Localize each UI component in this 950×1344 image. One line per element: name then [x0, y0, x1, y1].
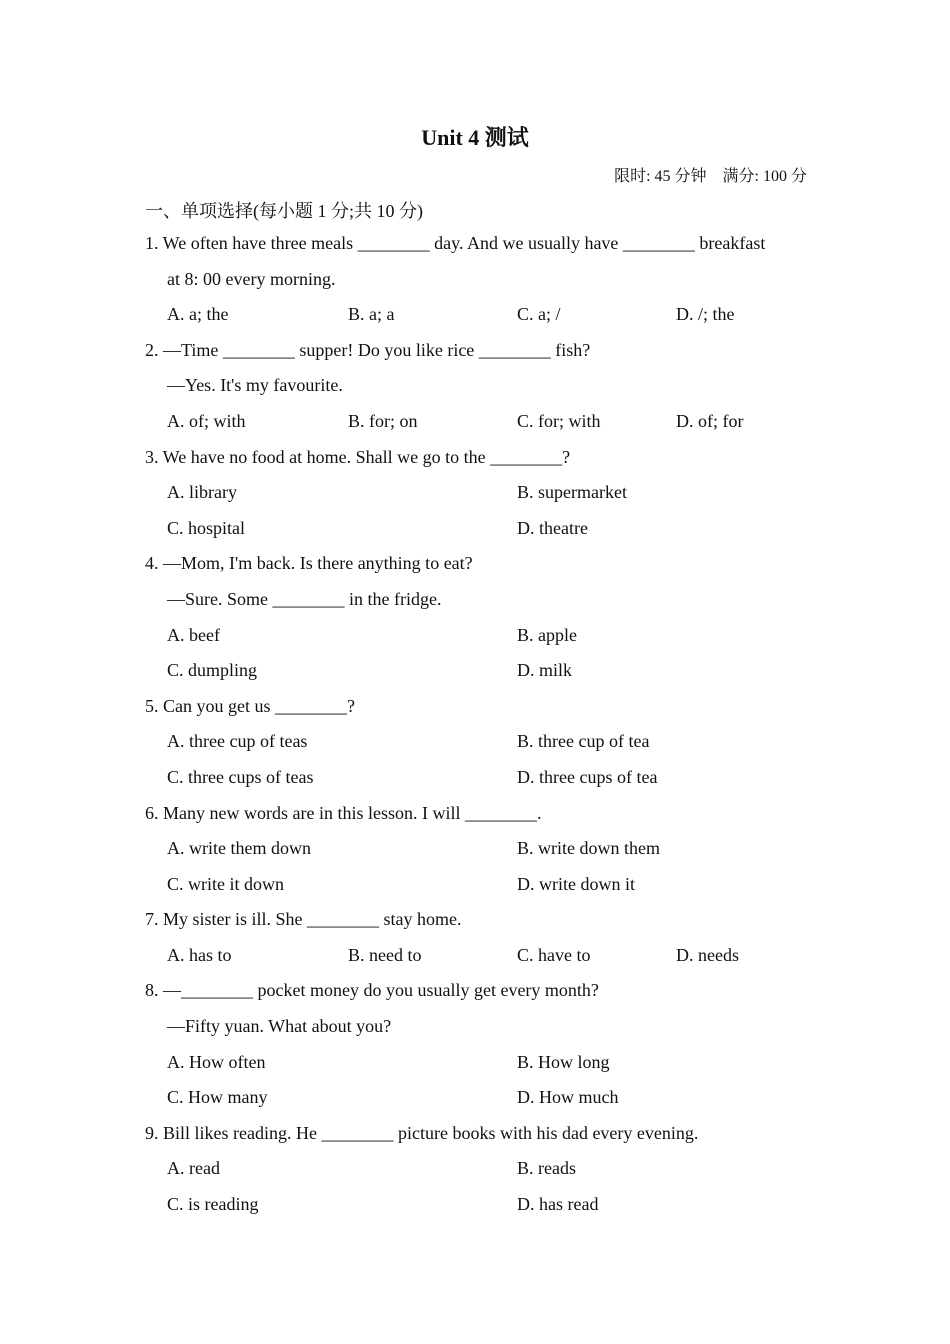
question-5 [145, 689, 810, 796]
option-b[interactable]: B. apple [517, 624, 577, 645]
option-d[interactable]: D. theatre [517, 517, 588, 538]
question-3 [145, 440, 810, 547]
question-list [145, 226, 810, 1223]
question-stem: 5. Can you get us ________? [145, 695, 355, 716]
option-c[interactable]: C. have to [517, 944, 591, 965]
question-stem-cont: —Fifty yuan. What about you? [167, 1016, 392, 1037]
option-row [145, 867, 810, 903]
question-stem: 4. —Mom, I'm back. Is there anything to eat? [145, 553, 473, 574]
option-b[interactable]: B. write down them [517, 838, 660, 859]
option-c[interactable]: C. three cups of teas [167, 766, 314, 787]
option-b[interactable]: B. for; on [348, 410, 418, 431]
question-stem: 9. Bill likes reading. He ________ picture books with his dad every evening. [145, 1122, 699, 1143]
option-row [145, 1151, 810, 1187]
option-a[interactable]: A. library [167, 482, 237, 503]
page-title: Unit 4 测试 [421, 125, 529, 150]
question-6 [145, 796, 810, 903]
question-4 [145, 546, 810, 688]
option-row [145, 475, 810, 511]
full-score: 满分: 100 分 [722, 168, 807, 185]
question-stem: 6. Many new words are in this lesson. I will ________. [145, 802, 542, 823]
question-stem-cont: —Sure. Some ________ in the fridge. [167, 588, 442, 609]
question-stem-cont: at 8: 00 every morning. [167, 268, 336, 289]
question-stem: 2. —Time ________ supper! Do you like rice ________ fish? [145, 339, 591, 360]
question-stem: 8. —________ pocket money do you usually get every month? [145, 980, 599, 1001]
question-stem-cont: —Yes. It's my favourite. [167, 375, 343, 396]
option-row [145, 1080, 810, 1116]
question-stem: 3. We have no food at home. Shall we go to the ________? [145, 446, 571, 467]
option-row [145, 1045, 810, 1081]
option-d[interactable]: D. has read [517, 1194, 599, 1215]
option-row [145, 511, 810, 547]
option-c[interactable]: C. How many [167, 1087, 268, 1108]
option-b[interactable]: B. How long [517, 1051, 610, 1072]
option-a[interactable]: A. beef [167, 624, 220, 645]
question-2 [145, 333, 810, 440]
option-a[interactable]: A. a; the [167, 304, 229, 325]
option-d[interactable]: D. How much [517, 1087, 619, 1108]
question-8 [145, 973, 810, 1115]
option-a[interactable]: A. read [167, 1158, 220, 1179]
question-stem: 1. We often have three meals ________ day. And we usually have ________ breakfast [145, 233, 766, 253]
question-stem: 7. My sister is ill. She ________ stay home. [145, 909, 462, 930]
question-7 [145, 902, 810, 973]
option-row [145, 724, 810, 760]
option-c[interactable]: C. for; with [517, 410, 601, 431]
option-c[interactable]: C. hospital [167, 517, 246, 538]
option-d[interactable]: D. write down it [517, 873, 635, 894]
option-row [145, 760, 810, 796]
option-c[interactable]: C. dumpling [167, 660, 258, 681]
exam-limits [614, 163, 807, 186]
question-1 [145, 226, 810, 333]
section-heading: 一、单项选择(每小题 1 分;共 10 分) [145, 201, 423, 221]
option-c[interactable]: C. is reading [167, 1194, 259, 1215]
option-b[interactable]: B. reads [517, 1158, 576, 1179]
option-row [145, 938, 810, 974]
option-a[interactable]: A. of; with [167, 410, 246, 431]
option-row [145, 1187, 810, 1223]
option-a[interactable]: A. How often [167, 1051, 266, 1072]
option-a[interactable]: A. three cup of teas [167, 731, 308, 752]
option-d[interactable]: D. three cups of tea [517, 766, 658, 787]
option-a[interactable]: A. has to [167, 944, 232, 965]
option-d[interactable]: D. needs [676, 944, 739, 965]
option-d[interactable]: D. milk [517, 660, 573, 681]
option-b[interactable]: B. three cup of tea [517, 731, 650, 752]
question-9 [145, 1116, 810, 1223]
option-d[interactable]: D. /; the [676, 304, 735, 325]
option-c[interactable]: C. a; / [517, 304, 561, 325]
option-row [145, 618, 810, 654]
option-a[interactable]: A. write them down [167, 838, 311, 859]
option-row [145, 653, 810, 689]
time-limit: 限时: 45 分钟 [614, 168, 707, 185]
option-c[interactable]: C. write it down [167, 873, 284, 894]
option-row [145, 297, 810, 333]
option-d[interactable]: D. of; for [676, 410, 744, 431]
option-b[interactable]: B. need to [348, 944, 422, 965]
option-row [145, 831, 810, 867]
option-row [145, 404, 810, 440]
option-b[interactable]: B. a; a [348, 304, 395, 325]
option-b[interactable]: B. supermarket [517, 482, 627, 503]
